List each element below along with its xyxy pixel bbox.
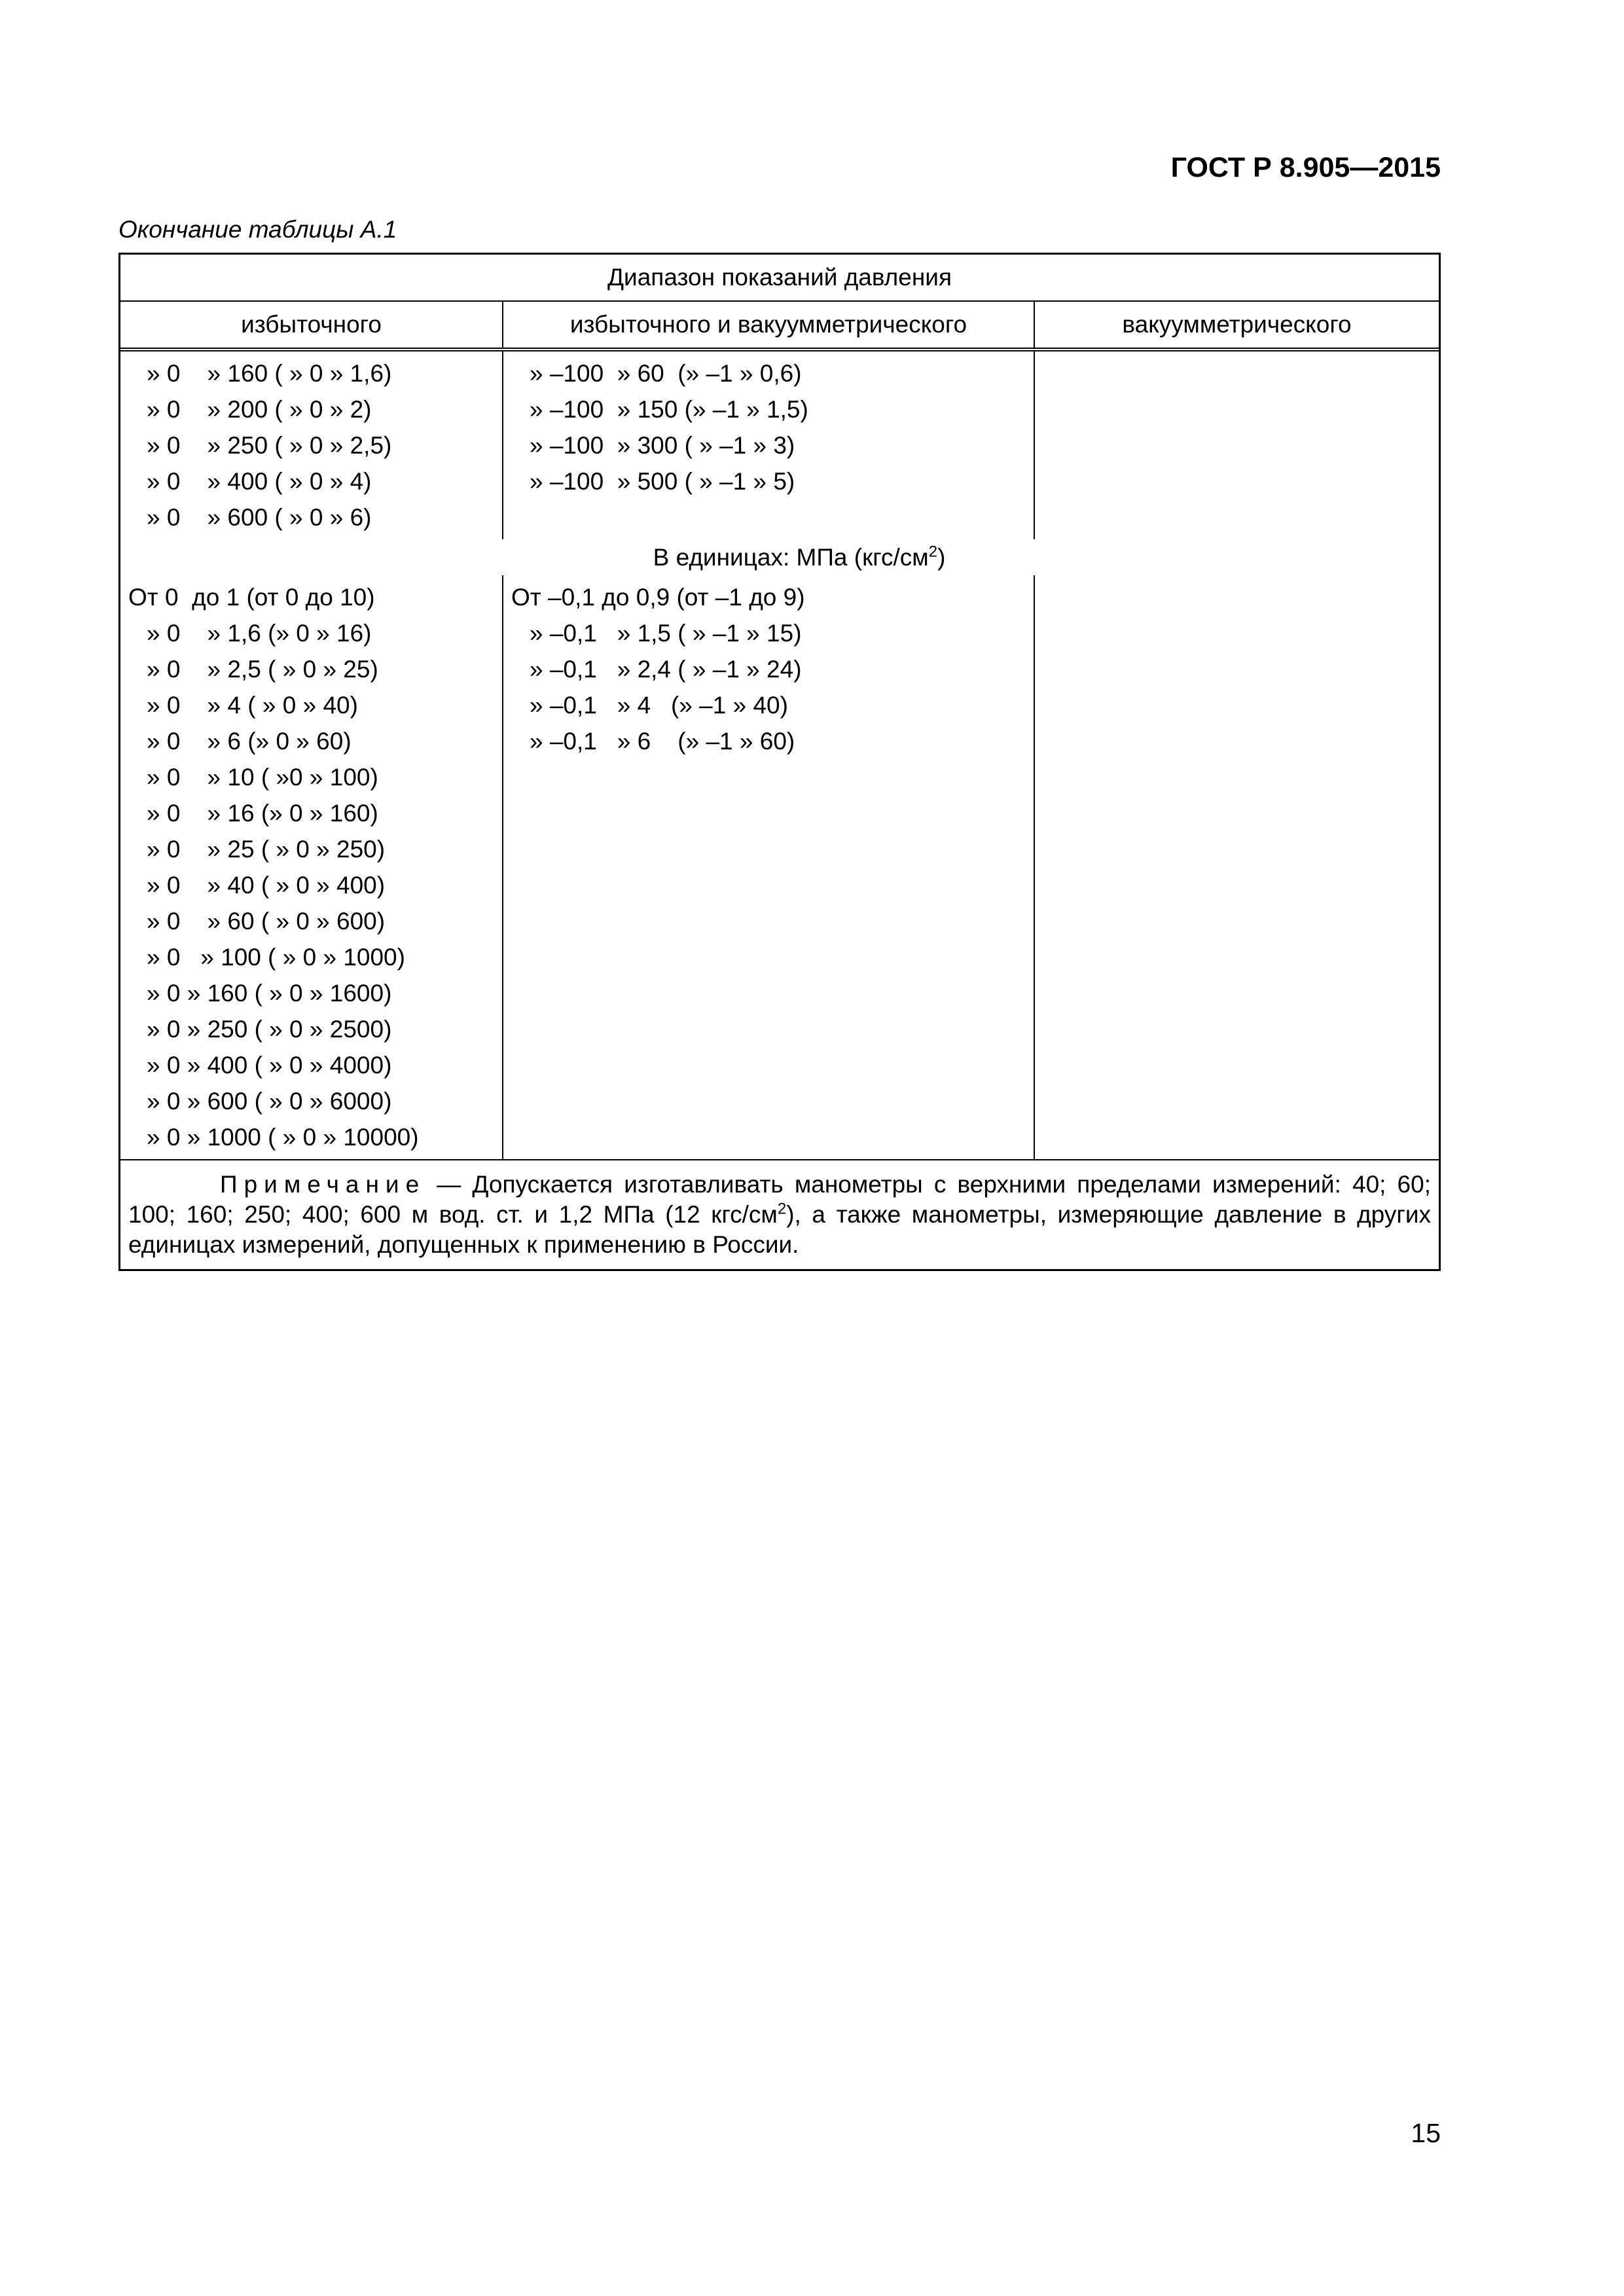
range-line: » 0 » 160 ( » 0 » 1600): [147, 980, 392, 1007]
range-line: » –0,1 » 2,4 ( » –1 » 24): [530, 656, 802, 683]
table-caption: Окончание таблицы А.1: [118, 216, 397, 243]
range-line: » 0 » 100 ( » 0 » 1000): [147, 944, 405, 971]
range-line: » 0 » 600 ( » 0 » 6): [147, 504, 372, 531]
standard-number: ГОСТ Р 8.905—2015: [1170, 152, 1441, 183]
section2-gauge-cell: [120, 575, 502, 1159]
range-line: » 0 » 250 ( » 0 » 2500): [147, 1016, 392, 1043]
range-line: » –0,1 » 1,5 ( » –1 » 15): [530, 620, 802, 647]
table-section-1: [120, 351, 1439, 539]
range-line: » 0 » 400 ( » 0 » 4): [147, 468, 372, 495]
table-section-2: [120, 575, 1439, 1159]
range-line: » –0,1 » 4 (» –1 » 40): [530, 692, 788, 719]
section1-vacuum-cell: [1034, 351, 1439, 539]
column-header-compound: избыточного и вакуумметрического: [502, 302, 1034, 348]
range-line: » –100 » 500 ( » –1 » 5): [530, 468, 795, 495]
column-header-vacuum: вакуумметрического: [1034, 302, 1439, 348]
range-line: » –100 » 300 ( » –1 » 3): [530, 432, 795, 459]
range-line: » 0 » 200 ( » 0 » 2): [147, 396, 372, 423]
range-line: » 0 » 1,6 (» 0 » 16): [147, 620, 372, 647]
section2-compound-cell: [502, 575, 1034, 1159]
units-row: [120, 539, 1439, 575]
note-label: Примечание: [220, 1171, 426, 1198]
table-title: Диапазон показаний давления: [120, 255, 1439, 302]
page-number: 15: [1411, 2118, 1441, 2148]
range-line: » 0 » 16 (» 0 » 160): [147, 800, 378, 827]
range-line: » 0 » 2,5 ( » 0 » 25): [147, 656, 378, 683]
range-line: » 0 » 400 ( » 0 » 4000): [147, 1052, 392, 1079]
section2-vacuum-cell: [1034, 575, 1439, 1159]
range-line: От –0,1 до 0,9 (от –1 до 9): [511, 584, 805, 611]
note-superscript: 2: [777, 1200, 787, 1218]
range-line: » 0 » 6 (» 0 » 60): [147, 728, 352, 755]
section1-gauge-cell: [120, 351, 502, 539]
range-line: » –100 » 60 (» –1 » 0,6): [530, 360, 802, 387]
column-header-gauge: избыточного: [241, 311, 382, 338]
units-superscript: 2: [928, 543, 938, 561]
note-text-b: ), а также манометры, измеряющие давление в других единицах измерений, допущенных к применению в России.: [128, 1201, 1431, 1258]
units-label: В единицах: МПа (кгс/см: [653, 544, 929, 571]
range-line: » 0 » 40 ( » 0 » 400): [147, 872, 386, 899]
range-line: » 0 » 160 ( » 0 » 1,6): [147, 360, 392, 387]
range-line: » –100 » 150 (» –1 » 1,5): [530, 396, 808, 423]
range-line: » 0 » 600 ( » 0 » 6000): [147, 1088, 392, 1115]
units-end: ): [937, 544, 946, 571]
range-line: » 0 » 250 ( » 0 » 2,5): [147, 432, 392, 459]
table-header-row: [120, 302, 1439, 351]
range-line: » 0 » 25 ( » 0 » 250): [147, 836, 386, 863]
range-line: » 0 » 60 ( » 0 » 600): [147, 908, 386, 935]
note-text-a: — Допускается изготавливать манометры с верхними пределами измерений: 40; 60; 100; 160; 250; 400; 600 м вод. ст. и 1,2 МПа (12 кгс/см: [128, 1171, 1431, 1228]
range-line: » 0 » 1000 ( » 0 » 10000): [147, 1124, 419, 1151]
data-table: [118, 253, 1441, 1271]
section1-compound-cell: [502, 351, 1034, 539]
table-note: [120, 1159, 1439, 1269]
range-line: » 0 » 10 ( »0 » 100): [147, 764, 378, 791]
range-line: От 0 до 1 (от 0 до 10): [128, 584, 375, 611]
range-line: » –0,1 » 6 (» –1 » 60): [530, 728, 795, 755]
range-line: » 0 » 4 ( » 0 » 40): [147, 692, 358, 719]
